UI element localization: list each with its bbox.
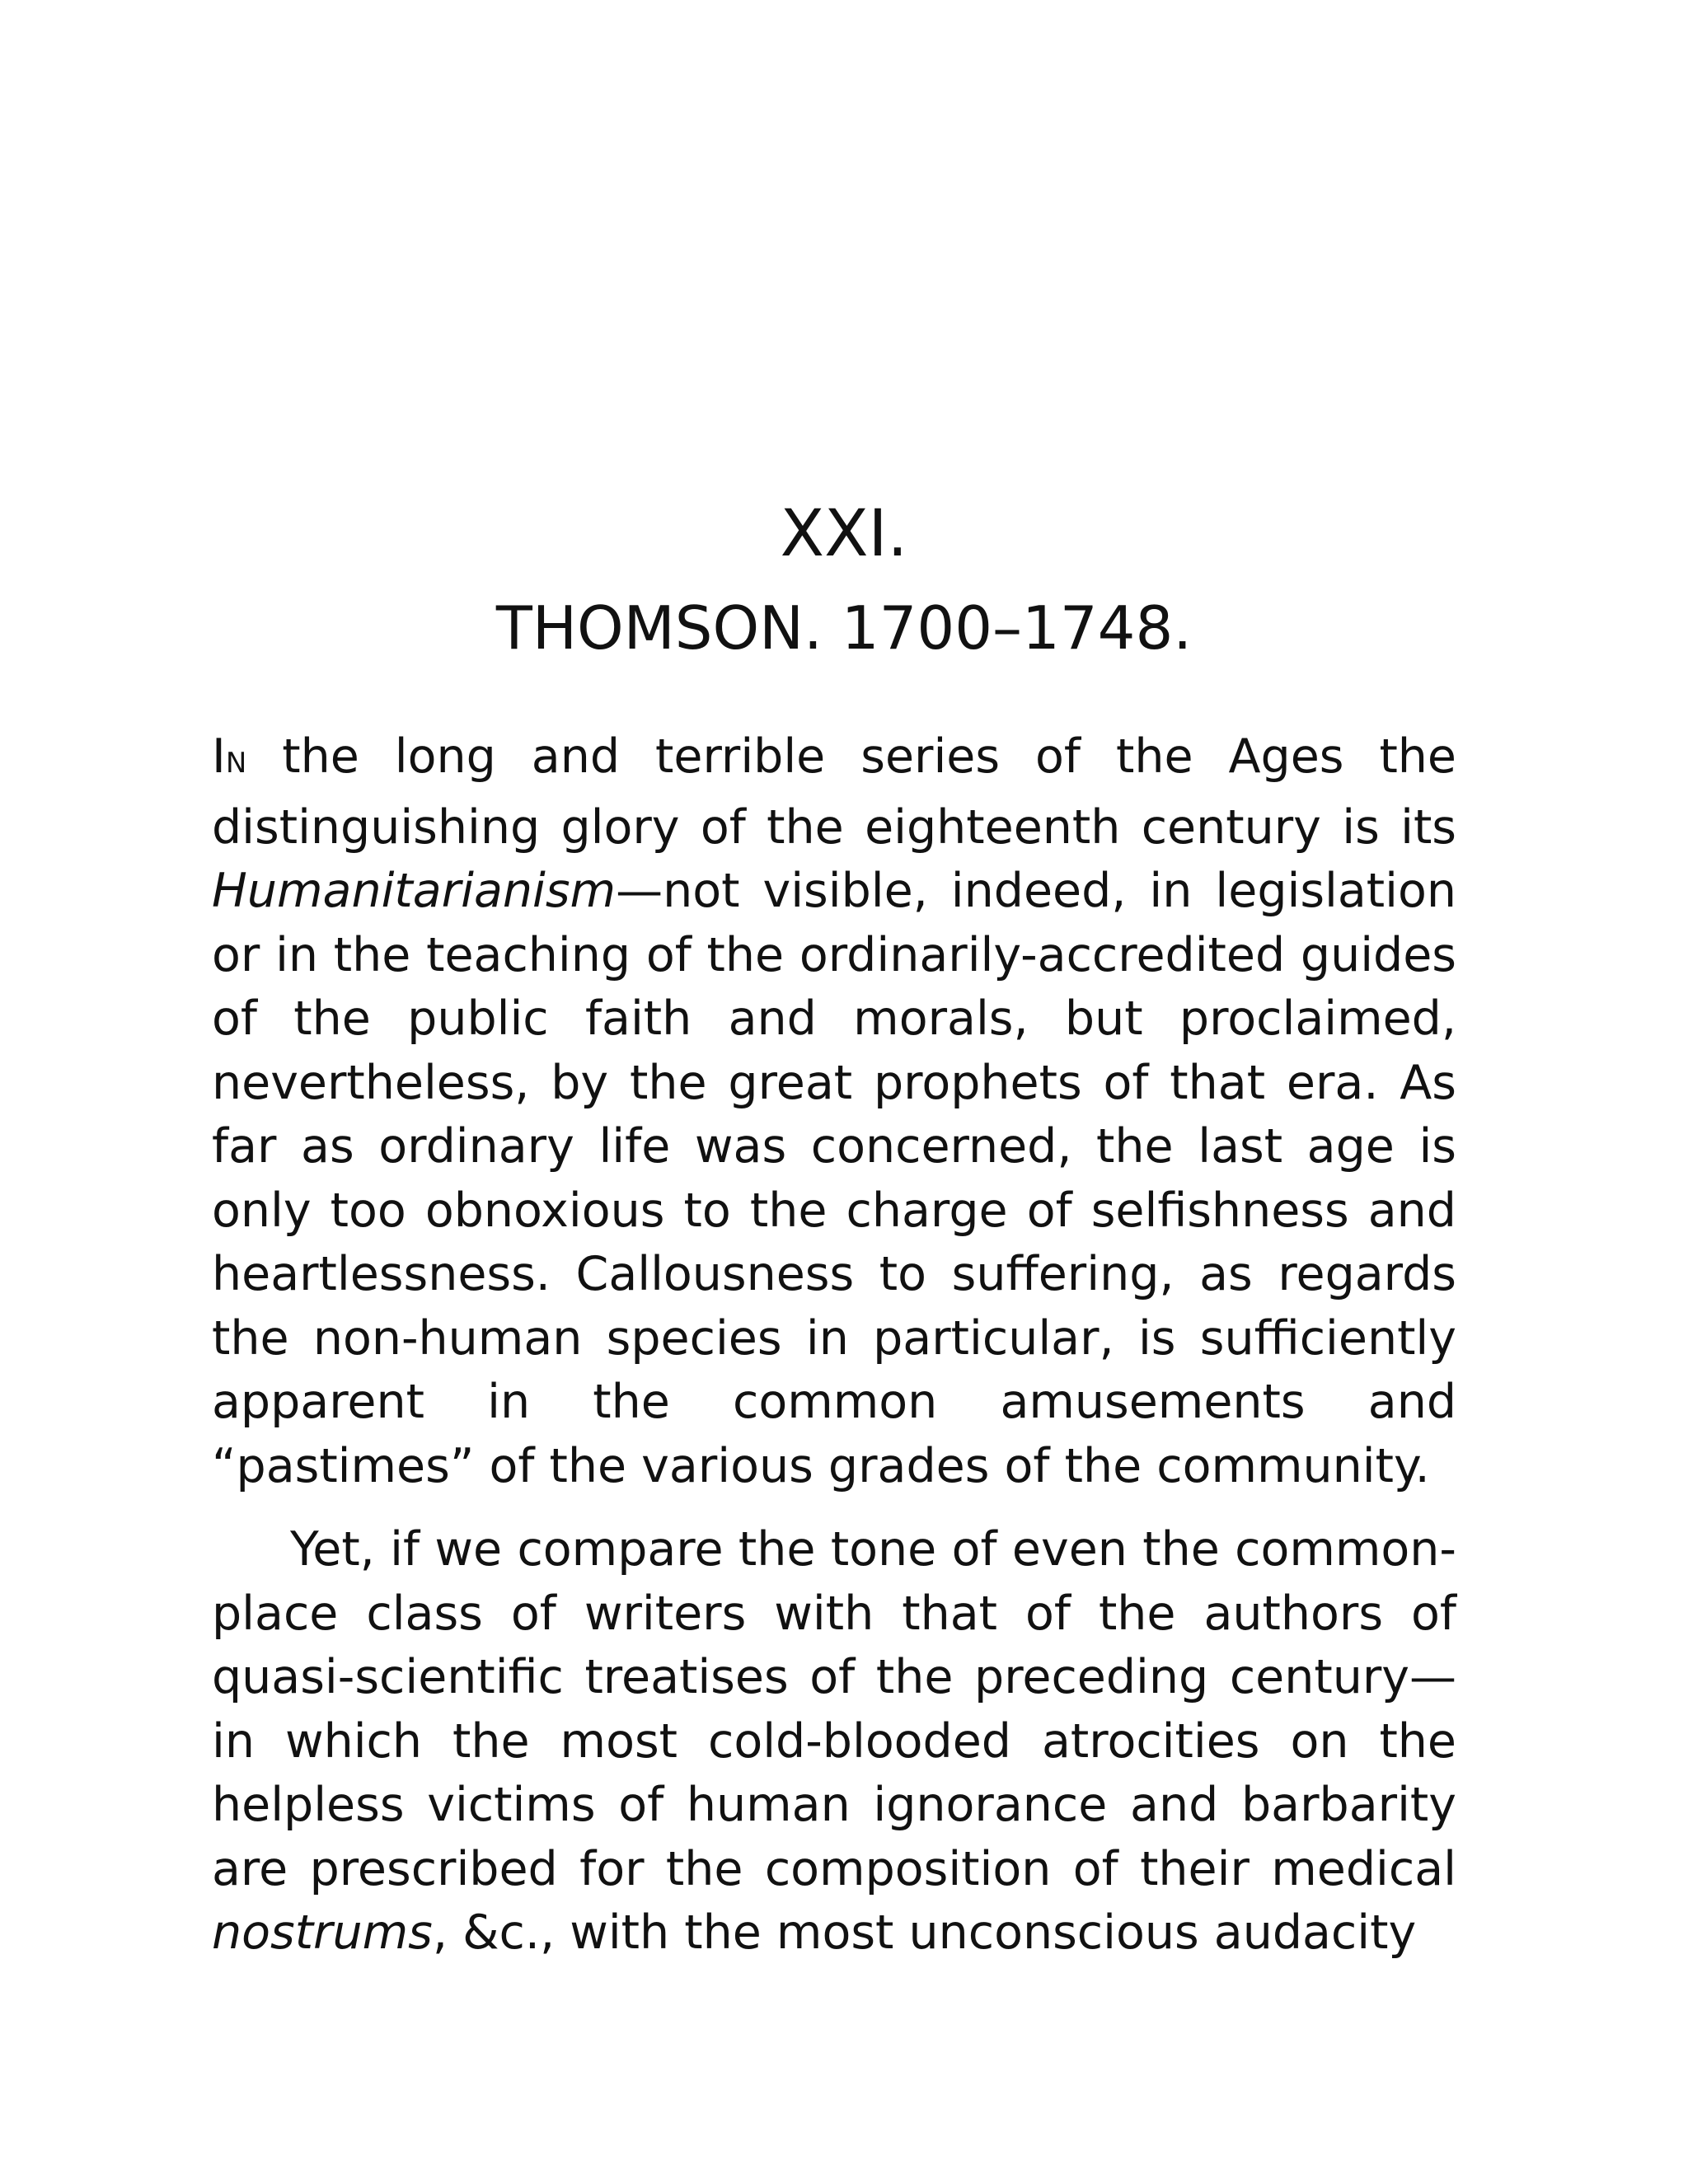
paragraph-2 xyxy=(212,1518,1456,1966)
body-text xyxy=(212,725,1456,1966)
paragraph-1-text-2: —not visible, indeed, in legislation or in the teaching of the ordinarily-accredited guides of the public faith and morals, but proclaimed, nevertheless, by the great prophets of that era. As far as ordinary life was concerned, the last age is only too obnoxious to the charge of selfishness and heartlessness. Callousness to suffering, as regards the non-human species in particular, is sufficiently apparent in the common amusements and “pastimes” of the various grades of the community. xyxy=(212,864,1456,1493)
paragraph-1 xyxy=(212,725,1456,1498)
emphasis-nostrums: nostrums xyxy=(212,1905,433,1960)
chapter-title: THOMSON. 1700–1748. xyxy=(495,593,1193,663)
small-capital: N xyxy=(225,747,247,780)
initial-capital: I xyxy=(212,729,226,784)
paragraph-2-text-2: , &c., with the most unconscious audacity xyxy=(432,1905,1417,1960)
emphasis-humanitarianism: Humanitarianism xyxy=(212,864,617,918)
paragraph-1-text-1: the long and terrible series of the Ages the distinguishing glory of the eighteenth century is its xyxy=(212,729,1456,855)
paragraph-2-text-1: Yet, if we compare the tone of even the common-place class of writers with that of the authors of quasi-scientific treatises of the preceding century—in which the most cold-blooded atrocities on the helpless victims of human ignorance and barbarity are prescribed for the composition of their medical xyxy=(212,1522,1456,1896)
chapter-number: XXI. xyxy=(780,497,908,571)
